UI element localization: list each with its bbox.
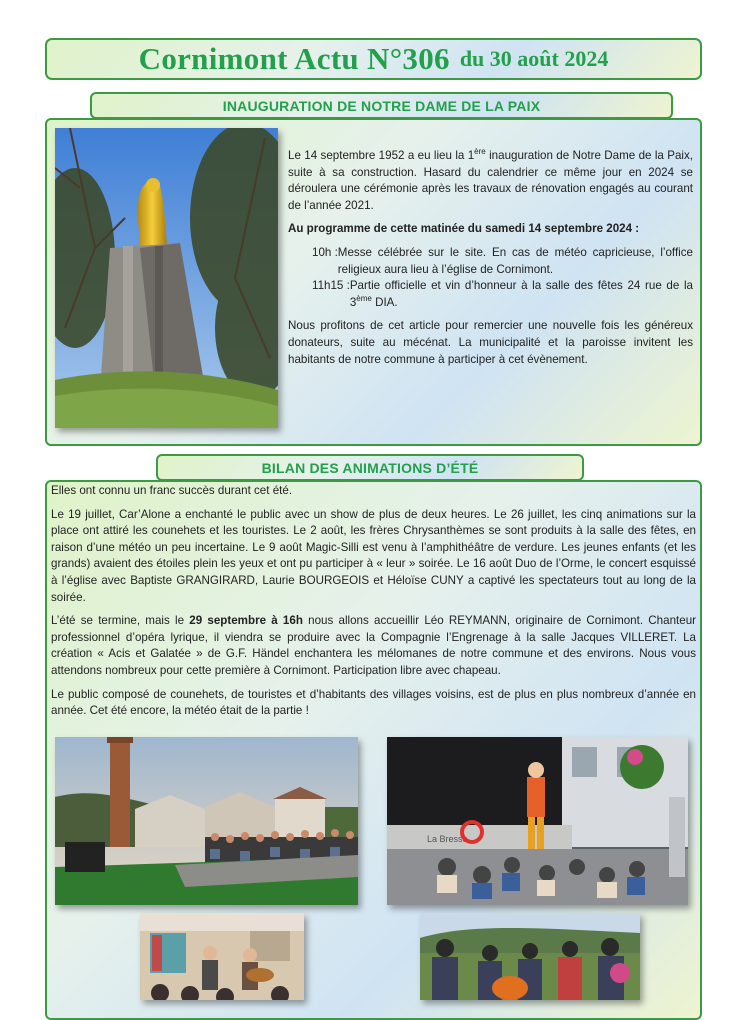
inauguration-text bbox=[288, 148, 693, 375]
program-item-mass: 10h : Messe célébrée sur le site. En cas de météo capricieuse, l’office religieux aura lieu à l’église de Cornimont. bbox=[312, 245, 693, 276]
stage-show-photo bbox=[387, 737, 688, 905]
program-item-official: 11h15 : Partie officielle et vin d’honneur à la salle des fêtes 24 rue de la 3ème DIA. bbox=[312, 279, 693, 309]
section-heading-animations: BILAN DES ANIMATIONS D’ÉTÉ bbox=[156, 454, 584, 481]
animations-paragraph-4: Le public composé de counehets, de touristes et d’habitants des villages voisins, est de plus en plus nombreux d’année en année. Cet été encore, la météo était de la partie ! bbox=[51, 687, 696, 718]
animations-text bbox=[51, 483, 696, 727]
crowd-photo bbox=[420, 913, 640, 1000]
inauguration-paragraph-3: Nous profitons de cet article pour remercier une nouvelle fois les généreux donateurs, suite au mécénat. La municipalité et la paroisse invitent les habitants de notre commune à participer à cet évènement. bbox=[288, 319, 693, 366]
animations-paragraph-2: Le 19 juillet, Car’Alone a enchanté le public avec un show de plus de deux heures. Le 26 juillet, les cinq animations sur la place ont attiré les counehets et les touristes. Le 2 août, les frères Chrysanthèmes se sont produits à la salle des fêtes, en raison d’une météo un peu incertaine. Le 9 août Magic-Silli est venu à l’amphithéâtre de verdure. Les jeunes enfants (et les grands) avaient des étoiles plein les yeux et ont pu participer à « leur » soirée. Le 16 août Duo de l’Orme, le concert esquissé à l’église avec Baptiste GRANGIRARD, Laurie BOURGEOIS et Héloïse CUNY a captivé les spectateurs tout au long de la soirée. bbox=[51, 507, 696, 604]
newsletter-title: Cornimont Actu N°306 bbox=[138, 41, 450, 76]
inauguration-paragraph-1: Le 14 septembre 1952 a eu lieu la 1ère inauguration de Notre Dame de la Paix, suite à sa construction. Hasard du calendrier ce même jour en 2024 se déroulera une cérémonie après les travaux de rénovation engagés au courant de l’année 2021. bbox=[288, 147, 693, 212]
animations-paragraph-1: Elles ont connu un franc succès durant cet été. bbox=[51, 484, 293, 497]
program-title: Au programme de cette matinée du samedi 14 septembre 2024 : bbox=[288, 222, 640, 236]
statue-photo bbox=[55, 128, 278, 428]
animations-paragraph-3: L’été se termine, mais le 29 septembre à 16h nous allons accueillir Léo REYMANN, originaire de Cornimont. Chanteur professionnel d’opéra lyrique, il viendra se produire avec la Compagnie l’Engrenage à la salle Jacques VILLERET. La création « Acis et Galatée » de G.F. Händel enchantera les mélomanes de notre commune et des environs. Nous vous attendons nombreux pour cette première à Cornimont. Participation libre avec chapeau. bbox=[51, 614, 696, 677]
section-heading-inauguration: INAUGURATION DE NOTRE DAME DE LA PAIX bbox=[90, 92, 673, 119]
amphitheatre-photo bbox=[55, 737, 358, 905]
stage-sign-text: La Bresse bbox=[427, 834, 468, 844]
program-list bbox=[312, 245, 693, 311]
newsletter-title-box bbox=[45, 38, 702, 80]
newsletter-date: du 30 août 2024 bbox=[459, 46, 609, 71]
concert-photo bbox=[140, 913, 304, 1000]
